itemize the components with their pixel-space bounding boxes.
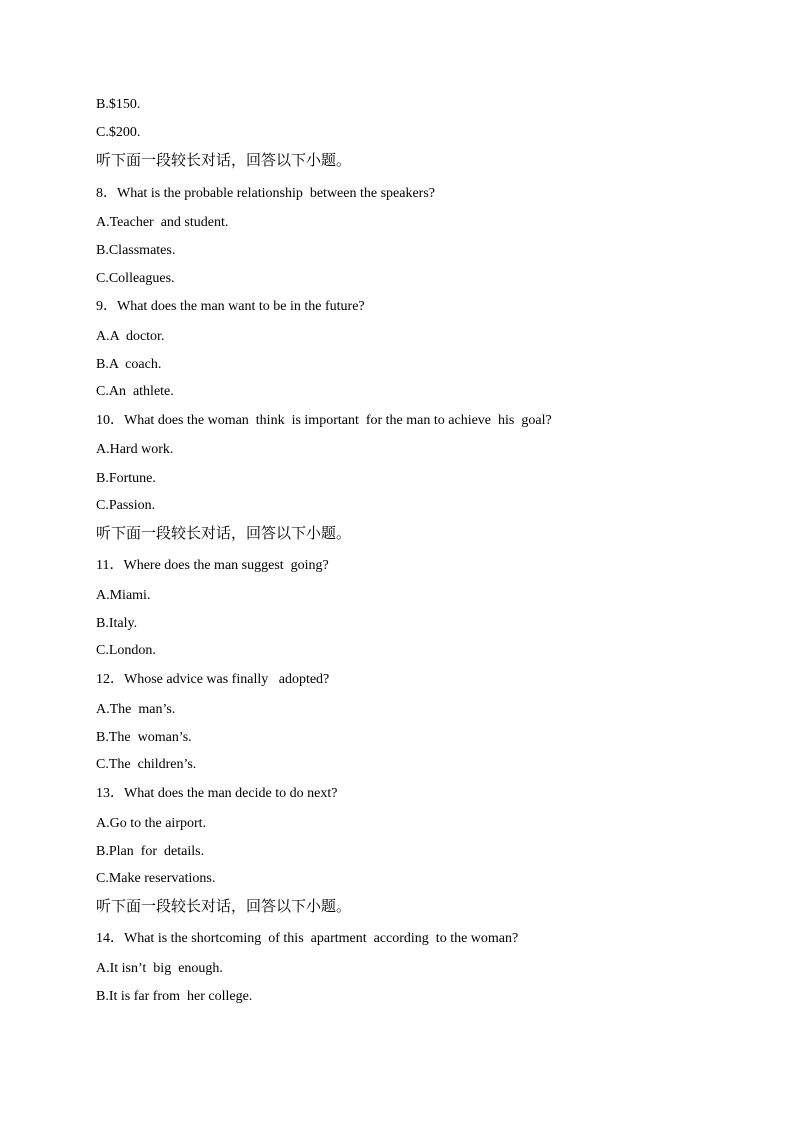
option-line: C.An athlete. [96,384,174,399]
option-line: A.Hard work. [96,442,174,457]
option-line: A.Teacher and student. [96,215,229,230]
option-line: A.Go to the airport. [96,816,207,831]
option-line: B.Classmates. [96,243,176,258]
section-instruction: 听下面一段较长对话，回答以下小题。 [96,151,352,169]
question-line: 8．What is the probable relationship between the speakers? [96,186,435,201]
option-line: C.Make reservations. [96,871,216,886]
option-line: B.The woman’s. [96,730,192,745]
option-line: A.It isn’t big enough. [96,961,223,976]
option-line: B.Italy. [96,616,138,631]
option-line: B.It is far from her college. [96,989,253,1004]
option-line: B.A coach. [96,357,162,372]
option-line: C.Colleagues. [96,271,175,286]
question-line: 10．What does the woman think is important for the man to achieve his goal? [96,413,552,428]
section-instruction: 听下面一段较长对话，回答以下小题。 [96,524,352,542]
option-line: A.A doctor. [96,329,165,344]
option-line: C.$200. [96,125,141,140]
option-line: C.Passion. [96,498,156,513]
question-line: 13．What does the man decide to do next? [96,786,338,801]
question-line: 12．Whose advice was finally adopted? [96,672,330,687]
option-line: B.Plan for details. [96,844,205,859]
option-line: B.Fortune. [96,471,156,486]
option-line: B.$150. [96,97,141,112]
option-line: C.The children’s. [96,757,197,772]
option-line: A.Miami. [96,588,151,603]
option-line: C.London. [96,643,156,658]
section-instruction: 听下面一段较长对话，回答以下小题。 [96,897,352,915]
question-line: 11．Where does the man suggest going? [96,558,329,573]
option-line: A.The man’s. [96,702,176,717]
question-line: 14．What is the shortcoming of this apartment according to the woman? [96,931,519,946]
question-line: 9．What does the man want to be in the future? [96,299,365,314]
